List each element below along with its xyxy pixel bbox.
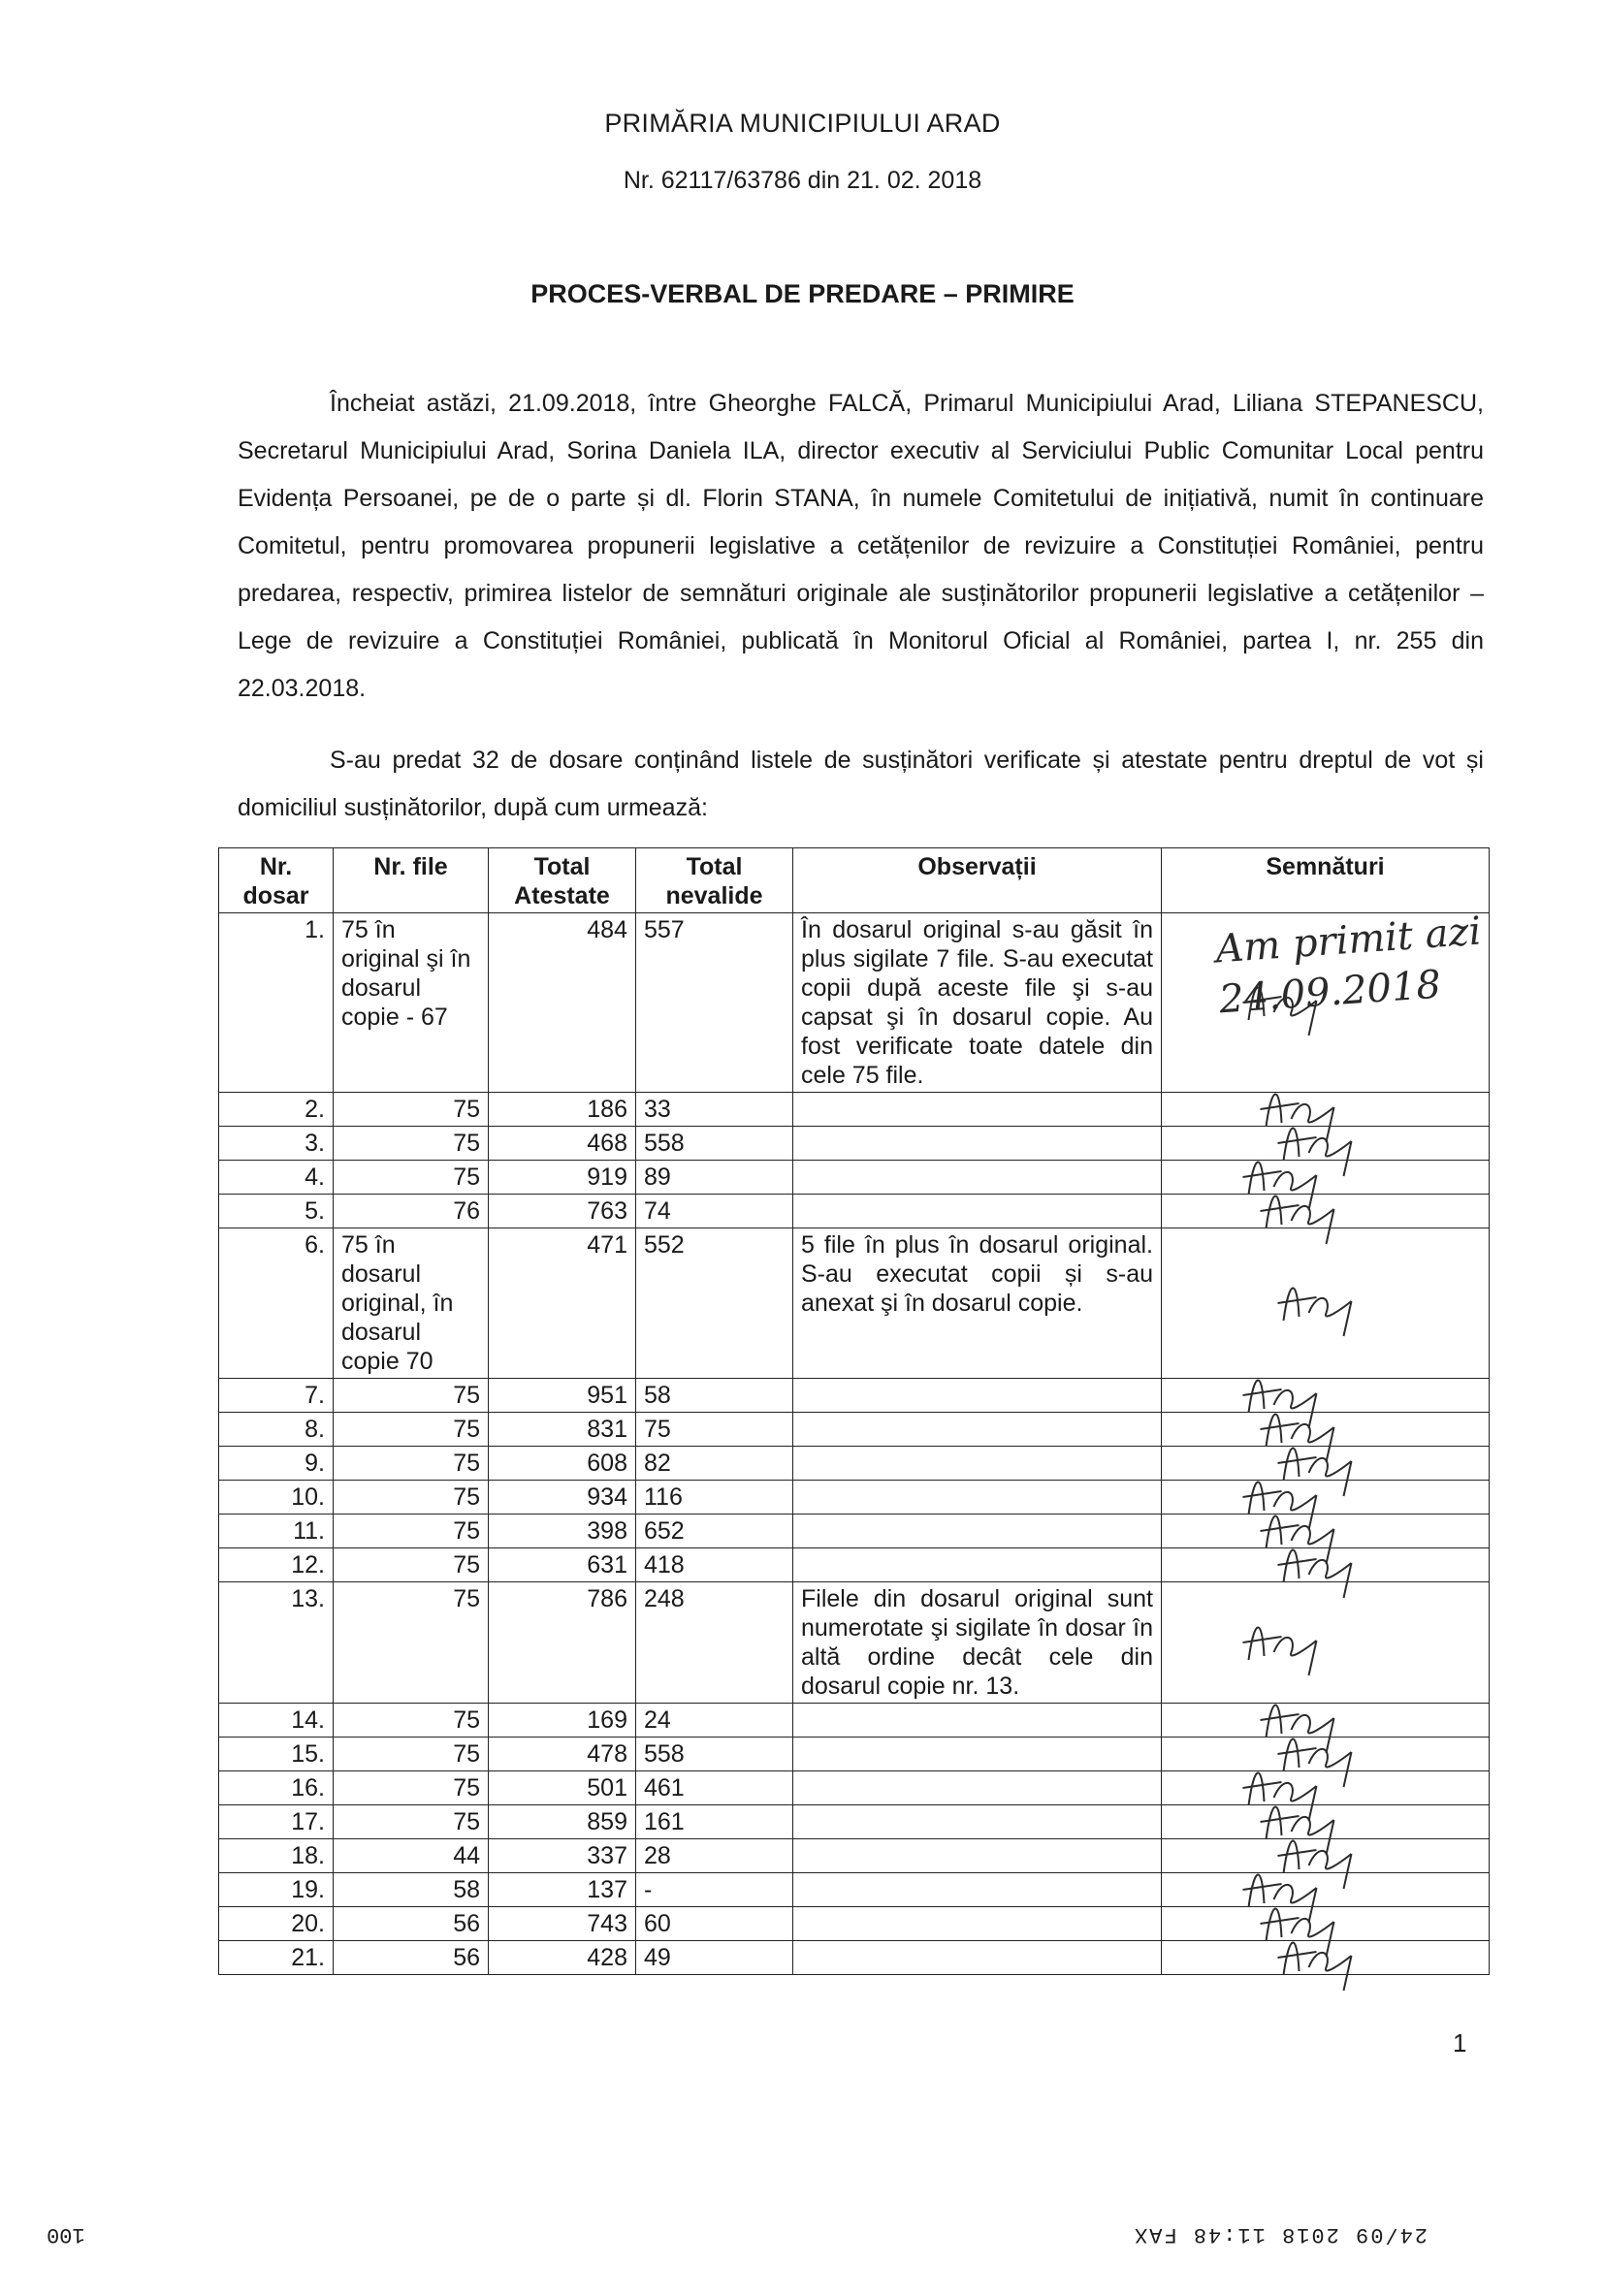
- col-header-total-nevalide: Total nevalide: [636, 848, 793, 913]
- cell-semnatura: [1162, 1228, 1490, 1379]
- cell-total-atestate: 478: [489, 1738, 636, 1771]
- cell-observatii: [793, 1941, 1162, 1975]
- cell-nr-dosar: 20.: [219, 1907, 334, 1941]
- cell-observatii: Filele din dosarul original sunt numerotate şi sigilate în dosar în altă ordine decât cele din dosarul copie nr. 13.: [793, 1582, 1162, 1704]
- cell-semnatura: [1162, 1805, 1490, 1839]
- cell-nr-dosar: 2.: [219, 1093, 334, 1127]
- cell-total-atestate: 137: [489, 1873, 636, 1907]
- cell-observatii: [793, 1379, 1162, 1413]
- intro-paragraph: [238, 380, 1484, 713]
- cell-nr-file: 75: [334, 1548, 489, 1582]
- cell-semnatura: [1162, 1413, 1490, 1447]
- cell-nr-file: 75: [334, 1093, 489, 1127]
- cell-total-nevalide: 75: [636, 1413, 793, 1447]
- cell-nr-dosar: 15.: [219, 1738, 334, 1771]
- cell-nr-file: 58: [334, 1873, 489, 1907]
- cell-nr-dosar: 10.: [219, 1481, 334, 1515]
- cell-nr-dosar: 17.: [219, 1805, 334, 1839]
- cell-nr-file: 75: [334, 1582, 489, 1704]
- cell-observatii: În dosarul original s-au găsit în plus sigilate 7 file. S-au executat copii după aceste file şi s-au capsat şi în dosarul copie. Au fost verificate toate datele din cele 75 file.: [793, 913, 1162, 1093]
- cell-total-atestate: 743: [489, 1907, 636, 1941]
- cell-observatii: [793, 1738, 1162, 1771]
- cell-nr-dosar: 3.: [219, 1127, 334, 1161]
- table-row: [219, 1704, 1490, 1738]
- cell-observatii: [793, 1548, 1162, 1582]
- cell-observatii: [793, 1161, 1162, 1195]
- cell-total-atestate: 468: [489, 1127, 636, 1161]
- cell-total-nevalide: 89: [636, 1161, 793, 1195]
- col-header-nr-file: Nr. file: [334, 848, 489, 913]
- cell-total-atestate: 631: [489, 1548, 636, 1582]
- cell-observatii: [793, 1093, 1162, 1127]
- cell-nr-dosar: 14.: [219, 1704, 334, 1738]
- registration-number: Nr. 62117/63786 din 21. 02. 2018: [623, 167, 982, 194]
- cell-total-atestate: 831: [489, 1413, 636, 1447]
- table-row: [219, 1228, 1490, 1379]
- cell-total-nevalide: 116: [636, 1481, 793, 1515]
- cell-total-nevalide: -: [636, 1873, 793, 1907]
- cell-semnatura: [1162, 1515, 1490, 1548]
- fax-footer-right: 24/09 2018 11:48 FAX: [1133, 2222, 1428, 2247]
- cell-semnatura: [1162, 1907, 1490, 1941]
- cell-total-nevalide: 461: [636, 1771, 793, 1805]
- cell-total-atestate: 428: [489, 1941, 636, 1975]
- table-row: [219, 1161, 1490, 1195]
- table-row: [219, 1805, 1490, 1839]
- table-row: [219, 1771, 1490, 1805]
- cell-total-atestate: 337: [489, 1839, 636, 1873]
- cell-semnatura: [1162, 1738, 1490, 1771]
- table-row: [219, 1548, 1490, 1582]
- cell-total-nevalide: 82: [636, 1447, 793, 1481]
- cell-total-atestate: 186: [489, 1093, 636, 1127]
- cell-nr-dosar: 11.: [219, 1515, 334, 1548]
- cell-nr-file: 75: [334, 1704, 489, 1738]
- cell-observatii: [793, 1839, 1162, 1873]
- table-row: [219, 1093, 1490, 1127]
- table-row: [219, 1195, 1490, 1228]
- cell-semnatura: [1162, 1771, 1490, 1805]
- cell-nr-file: 75: [334, 1127, 489, 1161]
- table-row: [219, 1515, 1490, 1548]
- cell-semnatura: [1162, 1548, 1490, 1582]
- cell-observatii: [793, 1481, 1162, 1515]
- cell-nr-file: 75: [334, 1805, 489, 1839]
- col-header-nr-dosar: Nr. dosar: [219, 848, 334, 913]
- cell-semnatura: [1162, 1093, 1490, 1127]
- cell-nr-file: 75: [334, 1379, 489, 1413]
- table-row: [219, 1941, 1490, 1975]
- cell-total-nevalide: 24: [636, 1704, 793, 1738]
- table-row: [219, 1738, 1490, 1771]
- col-header-semnaturi: Semnături: [1162, 848, 1490, 913]
- table-row: [219, 1447, 1490, 1481]
- cell-nr-dosar: 16.: [219, 1771, 334, 1805]
- cell-nr-dosar: 7.: [219, 1379, 334, 1413]
- page-number: 1: [1453, 2028, 1467, 2057]
- handwritten-receipt-note: Am primit azi 24.09.2018: [1213, 909, 1483, 1023]
- table-row: [219, 1582, 1490, 1704]
- cell-observatii: [793, 1127, 1162, 1161]
- cell-observatii: [793, 1873, 1162, 1907]
- summary-paragraph-text: S-au predat 32 de dosare conținând listele de susținători verificate și atestate pentru dreptul de vot și domiciliul susținătorilor, după cum urmează:: [238, 747, 1484, 821]
- cell-total-atestate: 398: [489, 1515, 636, 1548]
- table-row: [219, 1127, 1490, 1161]
- cell-total-nevalide: 58: [636, 1379, 793, 1413]
- cell-nr-dosar: 21.: [219, 1941, 334, 1975]
- cell-nr-file: 75 în dosarul original, în dosarul copie 70: [334, 1228, 489, 1379]
- cell-semnatura: [1162, 1582, 1490, 1704]
- table-row: [219, 1379, 1490, 1413]
- cell-total-nevalide: 557: [636, 913, 793, 1093]
- summary-paragraph: [238, 737, 1484, 832]
- cell-total-nevalide: 33: [636, 1093, 793, 1127]
- cell-nr-file: 75: [334, 1161, 489, 1195]
- cell-total-nevalide: 60: [636, 1907, 793, 1941]
- table-header-row: [219, 848, 1490, 913]
- cell-nr-file: 75: [334, 1413, 489, 1447]
- cell-semnatura: [1162, 1379, 1490, 1413]
- cell-semnatura: [1162, 1873, 1490, 1907]
- cell-nr-file: 75 în original şi în dosarul copie - 67: [334, 913, 489, 1093]
- document-title: PROCES-VERBAL DE PREDARE – PRIMIRE: [530, 279, 1075, 308]
- cell-nr-dosar: 18.: [219, 1839, 334, 1873]
- cell-observatii: [793, 1704, 1162, 1738]
- cell-total-nevalide: 28: [636, 1839, 793, 1873]
- cell-nr-file: 76: [334, 1195, 489, 1228]
- cell-semnatura: [1162, 1447, 1490, 1481]
- cell-total-nevalide: 74: [636, 1195, 793, 1228]
- cell-semnatura: [1162, 1481, 1490, 1515]
- cell-total-nevalide: 558: [636, 1127, 793, 1161]
- cell-total-atestate: 951: [489, 1379, 636, 1413]
- cell-total-nevalide: 49: [636, 1941, 793, 1975]
- table-row: [219, 1481, 1490, 1515]
- table-row: [219, 1907, 1490, 1941]
- cell-total-atestate: 501: [489, 1771, 636, 1805]
- cell-semnatura: [1162, 1941, 1490, 1975]
- fax-footer-left: 100: [47, 2222, 85, 2247]
- intro-paragraph-text: Încheiat astăzi, 21.09.2018, între Gheorghe FALCĂ, Primarul Municipiului Arad, Liliana STEPANESCU, Secretarul Municipiului Arad, Sorina Daniela ILA, director executiv al Serviciului Public Comunitar Local pentru Evidența Persoanei, pe de o parte și dl. Florin STANA, în numele Comitetului de inițiativă, numit în continuare Comitetul, pentru promovarea propunerii legislative a cetățenilor de revizuire a Constituției României, pentru predarea, respectiv, primirea listelor de semnături originale ale susținătorilor propunerii legislative a cetățenilor – Lege de revizuire a Constituției României, publicată în Monitorul Oficial al României, partea I, nr. 255 din 22.03.2018.: [238, 390, 1484, 702]
- cell-nr-file: 75: [334, 1515, 489, 1548]
- table-row: [219, 1839, 1490, 1873]
- cell-observatii: [793, 1447, 1162, 1481]
- cell-semnatura: [1162, 1195, 1490, 1228]
- institution-name: PRIMĂRIA MUNICIPIULUI ARAD: [604, 109, 1001, 138]
- cell-total-nevalide: 552: [636, 1228, 793, 1379]
- cell-observatii: 5 file în plus în dosarul original. S-au executat copii și s-au anexat şi în dosarul copie.: [793, 1228, 1162, 1379]
- cell-total-atestate: 484: [489, 913, 636, 1093]
- cell-total-atestate: 934: [489, 1481, 636, 1515]
- cell-total-atestate: 169: [489, 1704, 636, 1738]
- cell-semnatura: [1162, 1161, 1490, 1195]
- col-header-total-atestate: Total Atestate: [489, 848, 636, 913]
- cell-nr-file: 56: [334, 1907, 489, 1941]
- cell-nr-file: 75: [334, 1771, 489, 1805]
- cell-observatii: [793, 1805, 1162, 1839]
- cell-nr-dosar: 5.: [219, 1195, 334, 1228]
- cell-nr-dosar: 9.: [219, 1447, 334, 1481]
- cell-nr-dosar: 8.: [219, 1413, 334, 1447]
- cell-total-atestate: 919: [489, 1161, 636, 1195]
- cell-observatii: [793, 1413, 1162, 1447]
- cell-total-nevalide: 558: [636, 1738, 793, 1771]
- cell-nr-dosar: 19.: [219, 1873, 334, 1907]
- cell-total-atestate: 859: [489, 1805, 636, 1839]
- cell-total-nevalide: 418: [636, 1548, 793, 1582]
- cell-nr-file: 44: [334, 1839, 489, 1873]
- cell-observatii: [793, 1771, 1162, 1805]
- cell-total-atestate: 786: [489, 1582, 636, 1704]
- cell-total-atestate: 763: [489, 1195, 636, 1228]
- cell-total-nevalide: 248: [636, 1582, 793, 1704]
- cell-semnatura: [1162, 1839, 1490, 1873]
- cell-total-nevalide: 161: [636, 1805, 793, 1839]
- cell-nr-file: 56: [334, 1941, 489, 1975]
- table-row: [219, 1873, 1490, 1907]
- cell-nr-file: 75: [334, 1481, 489, 1515]
- cell-total-atestate: 608: [489, 1447, 636, 1481]
- cell-total-atestate: 471: [489, 1228, 636, 1379]
- cell-semnatura: [1162, 1127, 1490, 1161]
- cell-observatii: [793, 1195, 1162, 1228]
- cell-nr-file: 75: [334, 1738, 489, 1771]
- cell-semnatura: [1162, 1704, 1490, 1738]
- cell-observatii: [793, 1907, 1162, 1941]
- cell-nr-dosar: 13.: [219, 1582, 334, 1704]
- cell-nr-file: 75: [334, 1447, 489, 1481]
- cell-observatii: [793, 1515, 1162, 1548]
- cell-nr-dosar: 12.: [219, 1548, 334, 1582]
- table-row: [219, 1413, 1490, 1447]
- col-header-observatii: Observații: [793, 848, 1162, 913]
- cell-nr-dosar: 1.: [219, 913, 334, 1093]
- cell-total-nevalide: 652: [636, 1515, 793, 1548]
- cell-nr-dosar: 6.: [219, 1228, 334, 1379]
- cell-nr-dosar: 4.: [219, 1161, 334, 1195]
